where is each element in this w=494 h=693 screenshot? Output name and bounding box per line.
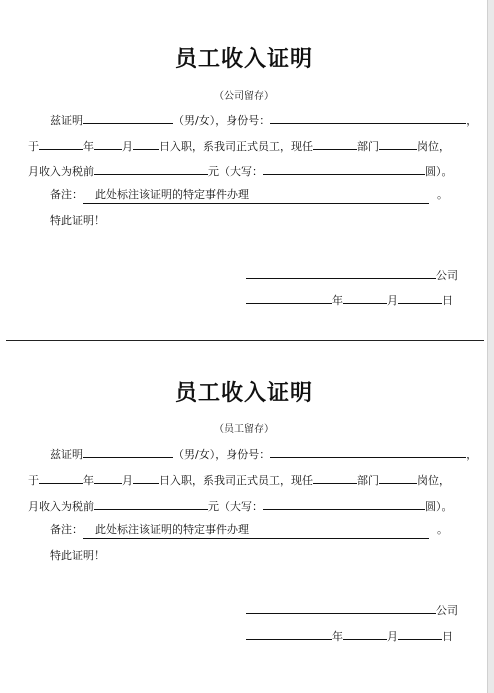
day-blank[interactable] xyxy=(133,137,159,150)
income-words-blank[interactable] xyxy=(263,497,425,510)
employee-line: 兹证明 （男/女），身份号： ， xyxy=(50,445,477,463)
employment-line: 于 年 月 日入职，系我司正式员工，现任 部门 岗位， xyxy=(28,471,450,489)
copy-label: （员工留存） xyxy=(214,424,274,435)
sign-month-blank[interactable] xyxy=(343,627,387,640)
document-title: 员工收入证明 xyxy=(174,381,313,406)
sign-year-blank[interactable] xyxy=(246,291,332,304)
certificate-employee-copy xyxy=(0,336,488,693)
page-scroll-edge xyxy=(487,0,494,693)
sign-day-blank[interactable] xyxy=(398,291,442,304)
name-blank[interactable] xyxy=(83,111,173,124)
document-title: 员工收入证明 xyxy=(174,47,313,72)
note-line: 备注： 此处标注该证明的特定事件办理 。 xyxy=(50,187,448,204)
year-blank[interactable] xyxy=(39,137,83,150)
company-name-blank[interactable] xyxy=(246,601,436,614)
sign-year-blank[interactable] xyxy=(246,627,332,640)
closing-text: 特此证明！ xyxy=(50,549,105,562)
income-line: 月收入为税前 元（大写： 圆）。 xyxy=(28,497,453,515)
year-blank[interactable] xyxy=(39,471,83,484)
signature-date: 年 月 日 xyxy=(246,291,453,309)
department-blank[interactable] xyxy=(313,137,357,150)
income-amount-blank[interactable] xyxy=(94,162,208,175)
employee-line: 兹证明 （男/女），身份号： ， xyxy=(50,111,477,129)
signature-date: 年 月 日 xyxy=(246,627,453,645)
name-blank[interactable] xyxy=(83,445,173,458)
position-blank[interactable] xyxy=(379,137,417,150)
month-blank[interactable] xyxy=(94,137,122,150)
note-line: 备注： 此处标注该证明的特定事件办理 。 xyxy=(50,522,448,539)
company-signature: 公司 xyxy=(246,601,458,619)
sign-day-blank[interactable] xyxy=(398,627,442,640)
month-blank[interactable] xyxy=(94,471,122,484)
employment-line: 于 年 月 日入职，系我司正式员工，现任 部门 岗位， xyxy=(28,137,450,155)
note-text[interactable]: 此处标注该证明的特定事件办理 xyxy=(83,187,429,204)
income-line: 月收入为税前 元（大写： 圆）。 xyxy=(28,162,453,180)
copy-label: （公司留存） xyxy=(214,91,274,102)
certificate-company-copy xyxy=(0,0,488,340)
note-text[interactable]: 此处标注该证明的特定事件办理 xyxy=(83,522,429,539)
company-name-blank[interactable] xyxy=(246,266,436,279)
sign-month-blank[interactable] xyxy=(343,291,387,304)
day-blank[interactable] xyxy=(133,471,159,484)
id-number-blank[interactable] xyxy=(270,445,466,458)
income-amount-blank[interactable] xyxy=(94,497,208,510)
income-words-blank[interactable] xyxy=(263,162,425,175)
position-blank[interactable] xyxy=(379,471,417,484)
closing-text: 特此证明！ xyxy=(50,214,105,227)
id-number-blank[interactable] xyxy=(270,111,466,124)
department-blank[interactable] xyxy=(313,471,357,484)
company-signature: 公司 xyxy=(246,266,458,284)
